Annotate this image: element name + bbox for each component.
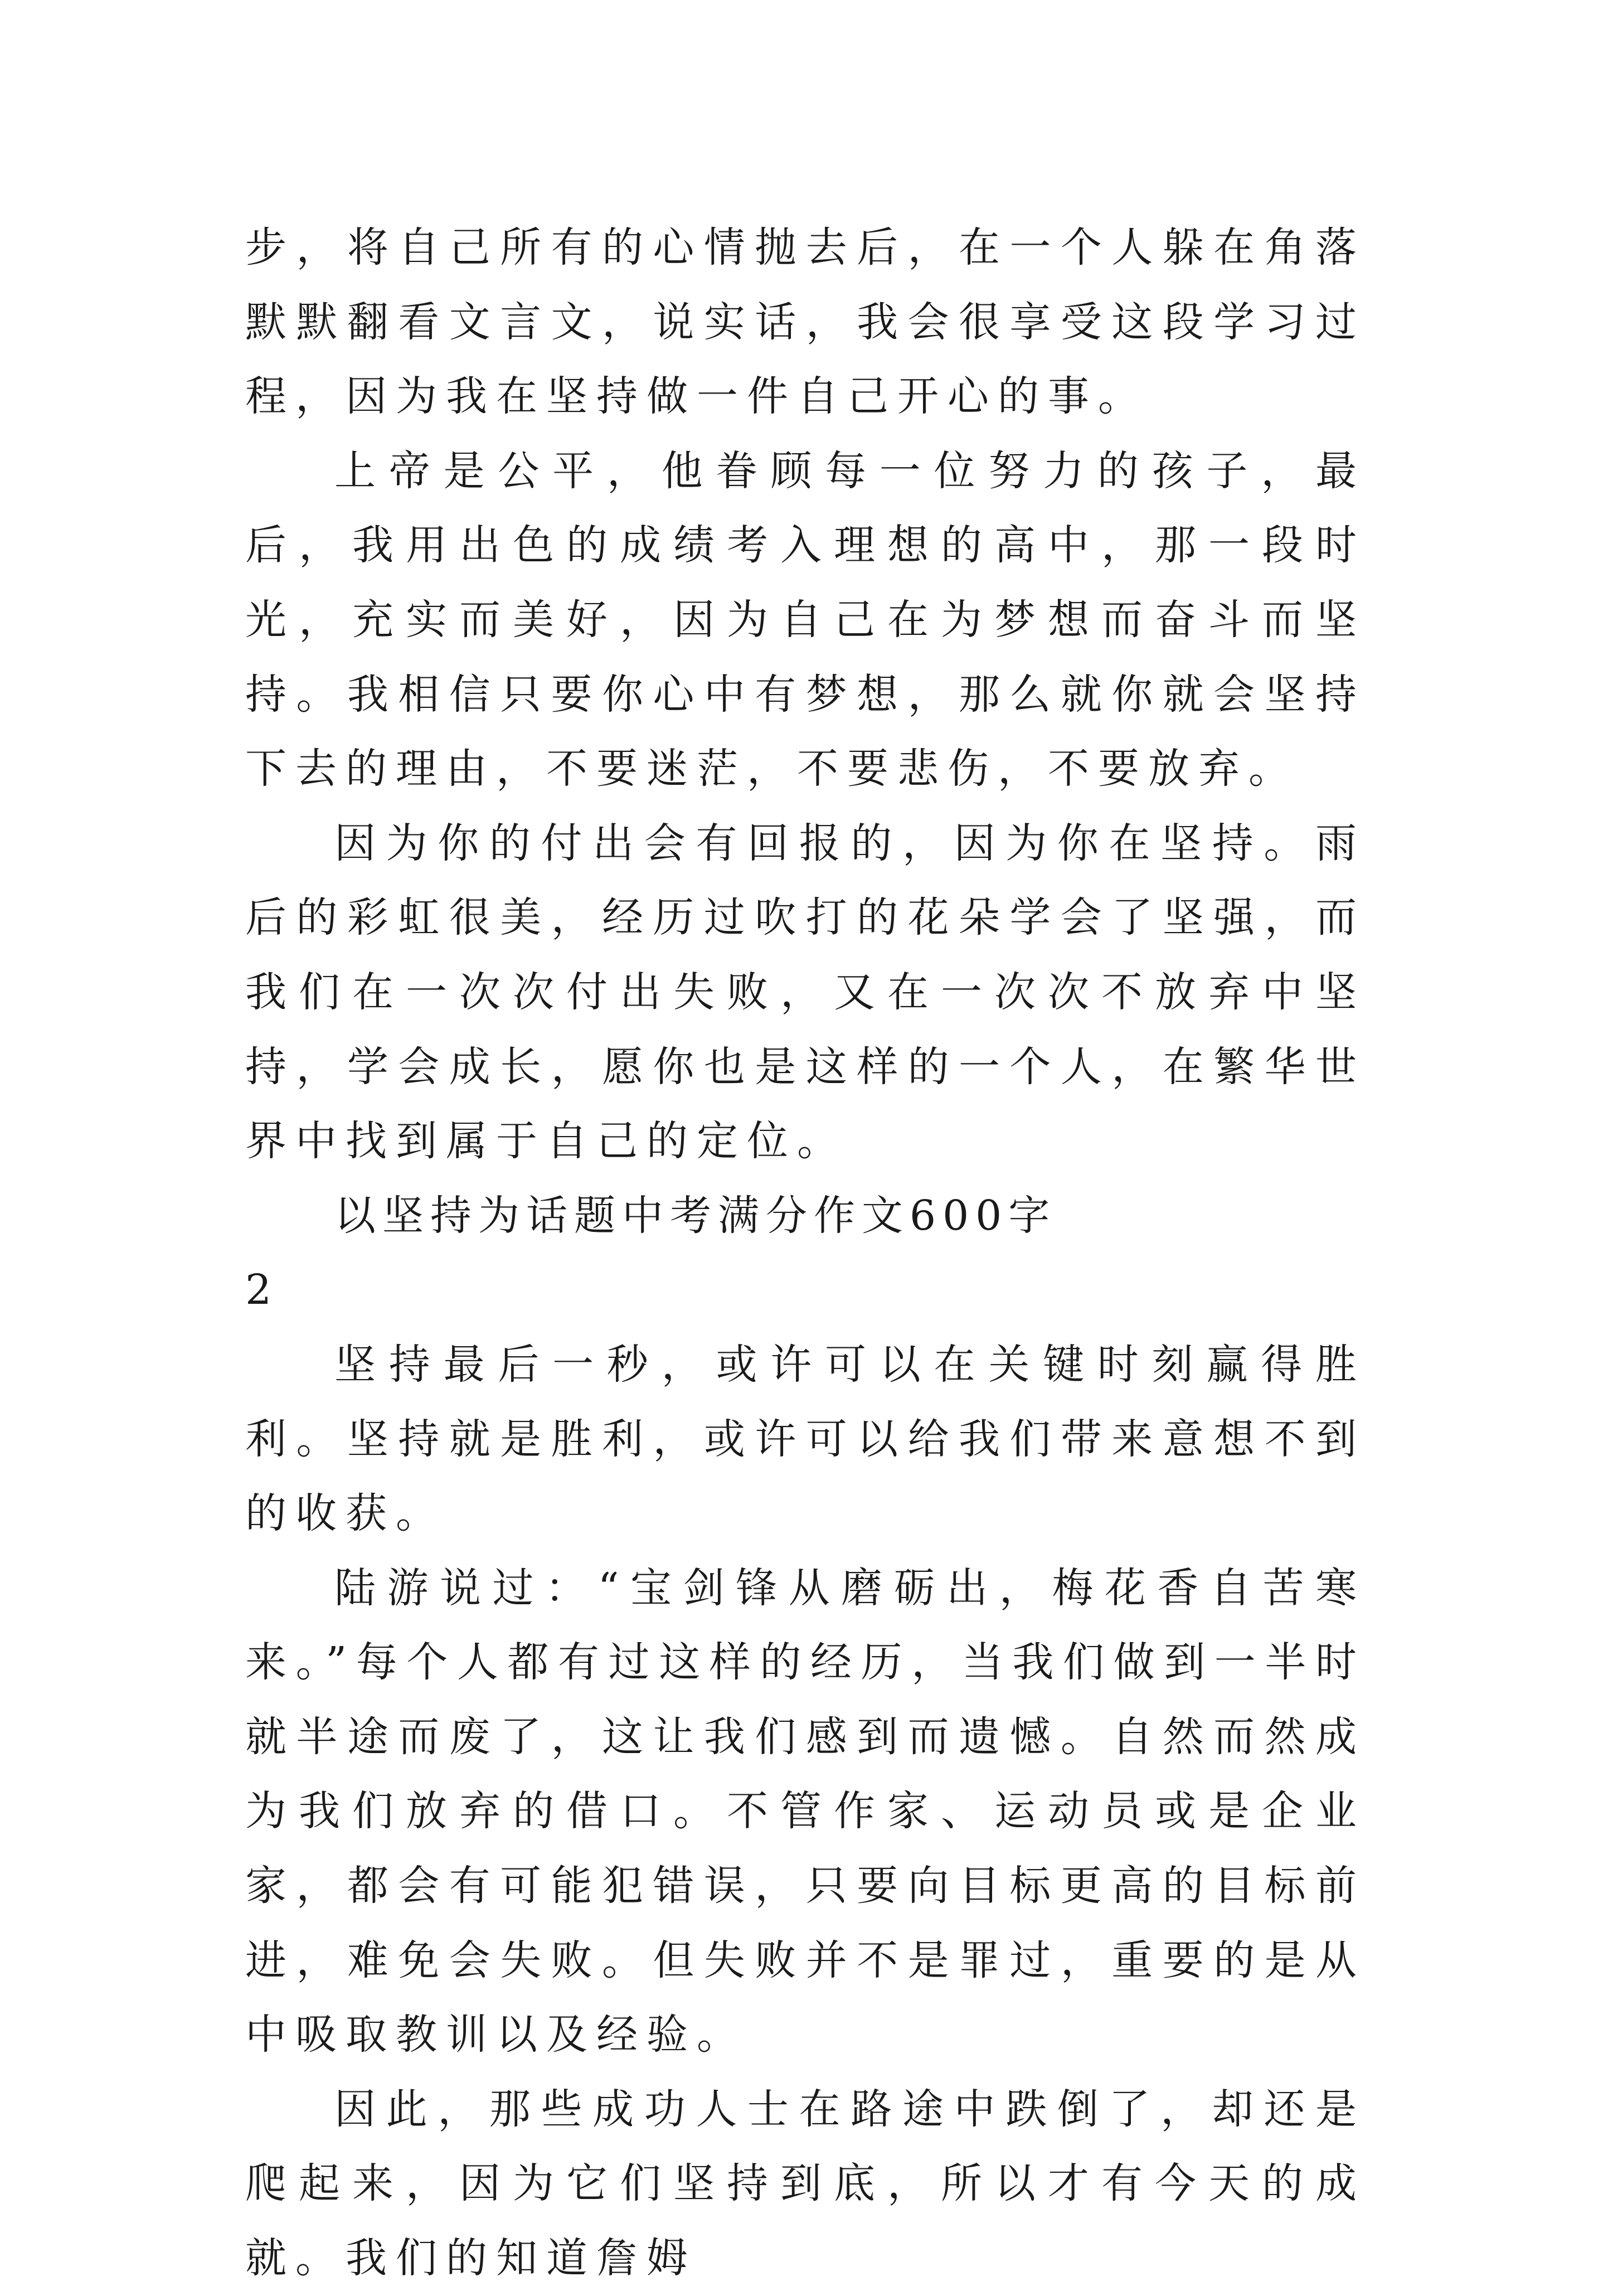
- section-number: 2: [245, 1266, 272, 1314]
- paragraph-5: 陆游说过：“宝剑锋从磨砺出，梅花香自苦寒来。”每个人都有过这样的经历，当我们做到一半时就半途而废了，这让我们感到而遗憾。自然而然成为我们放弃的借口。不管作家、运动员或是企业家，都会有可能犯错误，只要向目标更高的目标前进，难免会失败。但失败并不是罪过，重要的是从中吸取教训以及经验。: [245, 1564, 1366, 2059]
- paragraph-6: 因此，那些成功人士在路途中跌倒了，却还是爬起来，因为它们坚持到底，所以才有今天的成就。我们的知道詹姆: [245, 2085, 1366, 2283]
- document-body: [245, 211, 1366, 2296]
- paragraph-4: 坚持最后一秒，或许可以在关键时刻赢得胜利。坚持就是胜利，或许可以给我们带来意想不到的收获。: [245, 1340, 1366, 1538]
- paragraph-2: 上帝是公平，他眷顾每一位努力的孩子，最后，我用出色的成绩考入理想的高中，那一段时光，充实而美好，因为自己在为梦想而奋斗而坚持。我相信只要你心中有梦想，那么就你就会坚持下去的理由，不要迷茫，不要悲伤，不要放弃。: [245, 446, 1366, 793]
- paragraph-1: 步，将自己所有的心情抛去后，在一个人躲在角落默默翻看文言文，说实话，我会很享受这段学习过程，因为我在坚持做一件自己开心的事。: [245, 224, 1366, 421]
- section-title: 以坚持为话题中考满分作文600字: [334, 1191, 1057, 1240]
- paragraph-3: 因为你的付出会有回报的，因为你在坚持。雨后的彩虹很美，经历过吹打的花朵学会了坚强，而我们在一次次付出失败，又在一次次不放弃中坚持，学会成长，愿你也是这样的一个人，在繁华世界中找到属于自己的定位。: [245, 819, 1366, 1166]
